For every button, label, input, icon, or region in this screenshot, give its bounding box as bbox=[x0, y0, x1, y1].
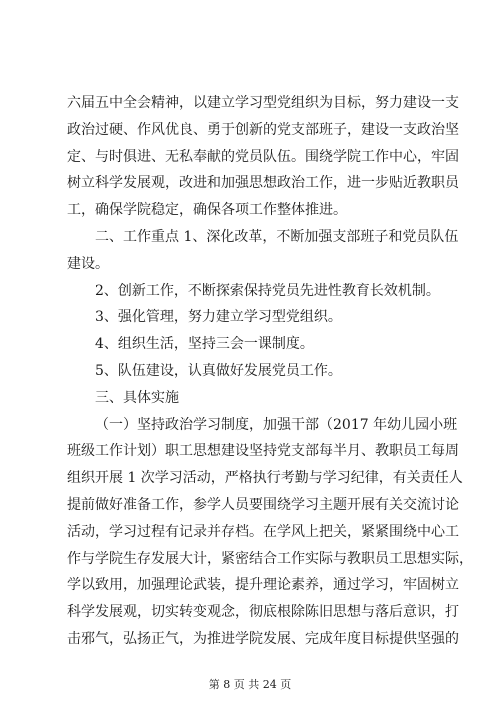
text-line: 击邪气，弘扬正气，为推进学院发展、完成年度目标提供坚强的 bbox=[67, 630, 459, 647]
text-line: 提前做好准备工作，参学人员要围绕学习主题开展有关交流讨论 bbox=[67, 496, 459, 513]
text-line: 组织开展 1 次学习活动，严格执行考勤与学习纪律，有关责任人 bbox=[67, 470, 463, 487]
list-item: 2、创新工作，不断探索保持党员先进性教育长效机制。 bbox=[95, 282, 440, 299]
section-heading-work-focus: 二、工作重点 1、深化改革，不断加强支部班子和党员队伍 bbox=[95, 228, 459, 245]
text-line: 建设。 bbox=[67, 255, 109, 272]
text-line: 活动，学习过程有记录并存档。在学风上把关，紧紧围绕中心工 bbox=[67, 523, 459, 540]
text-line: 工，确保学院稳定，确保各项工作整体推进。 bbox=[67, 202, 347, 219]
text-line: 六届五中全会精神，以建立学习型党组织为目标，努力建设一支 bbox=[67, 95, 459, 111]
list-item: 3、强化管理，努力建立学习型党组织。 bbox=[95, 309, 342, 326]
text-line: 科学发展观，切实转变观念，彻底根除陈旧思想与落后意识，打 bbox=[67, 604, 459, 621]
text-line: 班级工作计划）职工思想建设坚持党支部每半月、教职员工每周 bbox=[67, 443, 459, 460]
text-line: 作与学院生存发展大计，紧密结合工作实际与教职员工思想实际， bbox=[67, 550, 473, 567]
page-number-footer: 第 8 页 共 24 页 bbox=[208, 678, 292, 691]
text-line: 定、与时俱进、无私奉献的党员队伍。围绕学院工作中心，牢固 bbox=[67, 148, 459, 165]
document-body bbox=[67, 90, 473, 653]
list-item: 5、队伍建设，认真做好发展党员工作。 bbox=[95, 362, 342, 379]
section-heading-implementation: 三、具体实施 bbox=[95, 389, 179, 406]
text-line: 政治过硬、作风优良、勇于创新的党支部班子，建设一支政治坚 bbox=[67, 121, 459, 138]
text-line: （一）坚持政治学习制度，加强干部（2017 年幼儿园小班 bbox=[95, 416, 458, 433]
text-line: 学以致用，加强理论武装，提升理论素养，通过学习，牢固树立 bbox=[67, 577, 459, 594]
text-line: 树立科学发展观，改进和加强思想政治工作，进一步贴近教职员 bbox=[67, 175, 459, 192]
list-item: 4、组织生活，坚持三会一课制度。 bbox=[95, 336, 314, 353]
